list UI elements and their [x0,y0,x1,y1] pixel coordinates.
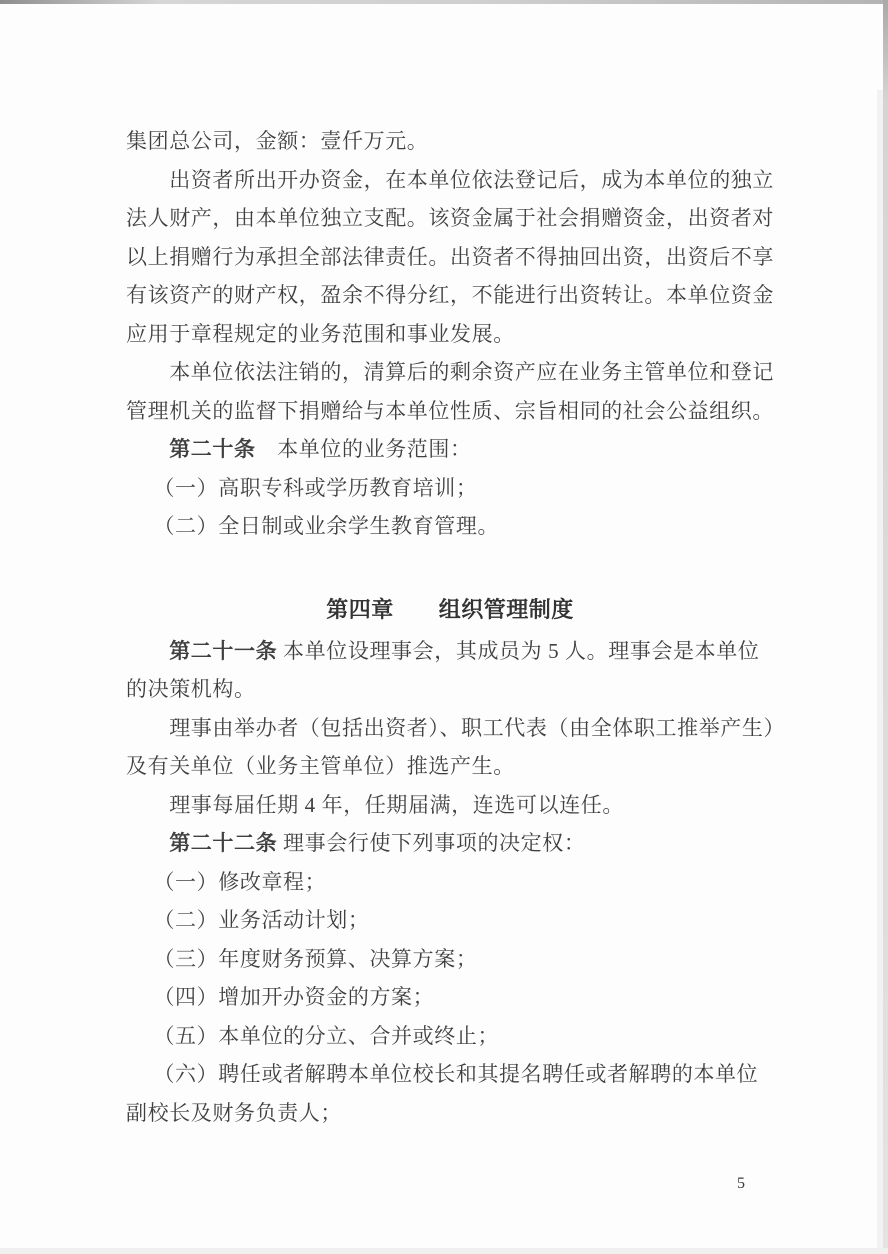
text-run: 本单位依法注销的，清算后的剩余资产应在业务主管单位和登记 [126,360,774,384]
doc-line [126,392,774,431]
doc-line [126,315,774,354]
text-run: 的决策机构。 [126,677,256,701]
text-run: 理事每届任期 4 年，任期届满，连选可以连任。 [126,792,624,817]
article-number-bold: 第二十条 [126,437,256,461]
chapter-heading: 第四章 组织管理制度 [326,596,574,622]
doc-line-list-item [126,978,774,1017]
scan-edge-top [0,0,888,4]
scan-edge-right [883,0,888,1254]
doc-line [126,238,774,277]
text-run: 副校长及财务负责人； [126,1100,342,1125]
doc-line [126,1094,774,1133]
doc-line [126,122,774,161]
doc-line-list-item [126,507,774,546]
text-run: 理事由举办者（包括出资者）、职工代表（由全体职工推举产生） [126,715,786,740]
text-run: 及有关单位（业务主管单位）推选产生。 [126,754,515,778]
doc-line-list-item [126,1055,774,1094]
doc-line [126,786,774,825]
text-run: 理事会行使下列事项的决定权： [277,831,586,855]
text-run: 有该资产的财产权，盈余不得分红，不能进行出资转让。本单位资金 [126,283,774,307]
text-run: （二）业务活动计划； [126,908,370,932]
doc-line [126,199,774,238]
page-number: 5 [737,1175,745,1192]
text-run: 管理机关的监督下捐赠给与本单位性质、宗旨相同的社会公益组织。 [126,398,774,423]
text-run: 以上捐赠行为承担全部法律责任。出资者不得抽回出资，出资后不享 [126,244,774,269]
scan-edge-bottom [0,1248,888,1254]
doc-line-list-item [126,1017,774,1056]
doc-line-article-20 [126,430,774,469]
text-run: 法人财产，由本单位独立支配。该资金属于社会捐赠资金，出资者对 [126,206,774,230]
doc-line [126,709,786,748]
text-run: 应用于章程规定的业务范围和事业发展。 [126,321,515,346]
text-run: （一）高职专科或学历教育培训； [126,475,478,500]
doc-line-list-item [126,469,774,508]
text-run: （一）修改章程； [126,869,327,894]
doc-line [126,161,774,200]
doc-line [126,276,774,315]
text-run: 集团总公司，金额：壹仟万元。 [126,129,429,153]
text-run: 本单位设理事会，其成员为 5 人。理事会是本单位 [277,638,760,663]
text-run: （四）增加开办资金的方案； [126,985,435,1009]
doc-line [126,670,774,709]
doc-line-article-21 [126,632,774,671]
doc-line [126,353,774,392]
article-number-bold: 第二十一条 [126,638,278,663]
doc-line-list-item [126,901,774,940]
text-run: 本单位的业务范围： [255,437,472,461]
text-run: 出资者所出开办资金，在本单位依法登记后，成为本单位的独立 [126,167,774,192]
doc-line-article-22 [126,824,774,863]
doc-line-list-item [126,863,774,902]
text-run: （二）全日制或业余学生教育管理。 [126,514,500,538]
text-run: （三）年度财务预算、决算方案； [126,946,478,971]
article-number-bold: 第二十二条 [126,831,278,855]
doc-line-list-item [126,940,774,979]
text-run: （五）本单位的分立、合并或终止； [126,1023,500,1048]
page-body [126,122,786,1132]
doc-line [126,747,774,786]
text-run: （六）聘任或者解聘本单位校长和其提名聘任或者解聘的本单位 [126,1062,759,1086]
